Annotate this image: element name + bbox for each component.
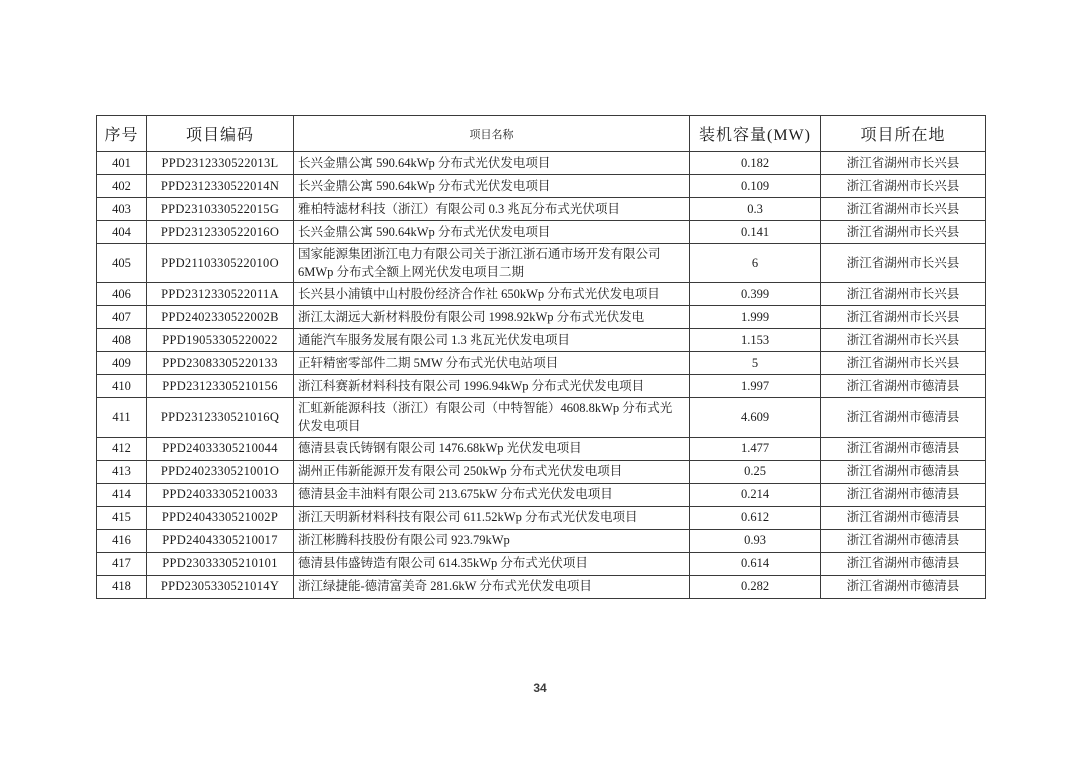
cell-location: 浙江省湖州市德清县: [821, 506, 986, 529]
cell-capacity-mw: 0.93: [690, 529, 821, 552]
cell-project-name: 德清县金丰油料有限公司 213.675kW 分布式光伏发电项目: [294, 483, 690, 506]
cell-capacity-mw: 4.609: [690, 398, 821, 437]
cell-location: 浙江省湖州市长兴县: [821, 244, 986, 283]
table-row: [97, 529, 986, 552]
cell-serial: 418: [97, 575, 147, 598]
cell-project-name: 长兴金鼎公寓 590.64kWp 分布式光伏发电项目: [294, 221, 690, 244]
cell-serial: 412: [97, 437, 147, 460]
cell-location: 浙江省湖州市长兴县: [821, 152, 986, 175]
cell-project-name: 浙江彬腾科技股份有限公司 923.79kWp: [294, 529, 690, 552]
cell-project-name: 浙江天明新材料科技有限公司 611.52kWp 分布式光伏发电项目: [294, 506, 690, 529]
cell-serial: 417: [97, 552, 147, 575]
cell-capacity-mw: 0.612: [690, 506, 821, 529]
cell-location: 浙江省湖州市长兴县: [821, 329, 986, 352]
cell-project-code: PPD2310330522015G: [147, 198, 294, 221]
header-code: 项目编码: [147, 116, 294, 152]
table-row: [97, 575, 986, 598]
cell-project-code: PPD2402330522002B: [147, 306, 294, 329]
page-number: 34: [533, 681, 547, 695]
cell-capacity-mw: 0.141: [690, 221, 821, 244]
pv-project-table: [96, 115, 986, 599]
cell-project-code: PPD2404330521002P: [147, 506, 294, 529]
cell-location: 浙江省湖州市长兴县: [821, 352, 986, 375]
table-row: [97, 244, 986, 283]
cell-location: 浙江省湖州市长兴县: [821, 283, 986, 306]
cell-project-name: 浙江科赛新材料科技有限公司 1996.94kWp 分布式光伏发电项目: [294, 375, 690, 398]
cell-project-code: PPD2402330521001O: [147, 460, 294, 483]
cell-project-code: PPD2312330522016O: [147, 221, 294, 244]
cell-capacity-mw: 1.997: [690, 375, 821, 398]
cell-project-code: PPD23033305210101: [147, 552, 294, 575]
table-row: [97, 152, 986, 175]
cell-serial: 401: [97, 152, 147, 175]
cell-capacity-mw: 0.182: [690, 152, 821, 175]
table-row: [97, 506, 986, 529]
cell-serial: 402: [97, 175, 147, 198]
table-row: [97, 398, 986, 437]
cell-serial: 410: [97, 375, 147, 398]
cell-project-name: 汇虹新能源科技（浙江）有限公司（中特智能）4608.8kWp 分布式光伏发电项目: [294, 398, 690, 437]
cell-serial: 407: [97, 306, 147, 329]
cell-serial: 404: [97, 221, 147, 244]
header-location: 项目所在地: [821, 116, 986, 152]
cell-location: 浙江省湖州市长兴县: [821, 221, 986, 244]
cell-project-code: PPD2305330521014Y: [147, 575, 294, 598]
cell-capacity-mw: 0.399: [690, 283, 821, 306]
cell-project-name: 国家能源集团浙江电力有限公司关于浙江浙石通市场开发有限公司6MWp 分布式全额上网光伏发电项目二期: [294, 244, 690, 283]
cell-project-code: PPD2312330522011A: [147, 283, 294, 306]
cell-project-name: 浙江绿捷能-德清富美奇 281.6kW 分布式光伏发电项目: [294, 575, 690, 598]
cell-location: 浙江省湖州市长兴县: [821, 198, 986, 221]
cell-project-name: 德清县袁氏铸钢有限公司 1476.68kWp 光伏发电项目: [294, 437, 690, 460]
cell-capacity-mw: 0.614: [690, 552, 821, 575]
cell-capacity-mw: 6: [690, 244, 821, 283]
cell-location: 浙江省湖州市德清县: [821, 575, 986, 598]
cell-location: 浙江省湖州市德清县: [821, 460, 986, 483]
cell-capacity-mw: 5: [690, 352, 821, 375]
cell-location: 浙江省湖州市德清县: [821, 529, 986, 552]
table-row: [97, 221, 986, 244]
cell-project-code: PPD2312330522013L: [147, 152, 294, 175]
cell-capacity-mw: 1.477: [690, 437, 821, 460]
cell-project-code: PPD24043305210017: [147, 529, 294, 552]
cell-project-name: 长兴金鼎公寓 590.64kWp 分布式光伏发电项目: [294, 175, 690, 198]
cell-project-code: PPD23083305220133: [147, 352, 294, 375]
table-row: [97, 283, 986, 306]
cell-capacity-mw: 1.999: [690, 306, 821, 329]
cell-location: 浙江省湖州市长兴县: [821, 306, 986, 329]
cell-project-name: 长兴县小浦镇中山村股份经济合作社 650kWp 分布式光伏发电项目: [294, 283, 690, 306]
cell-project-code: PPD2110330522010O: [147, 244, 294, 283]
cell-project-code: PPD24033305210033: [147, 483, 294, 506]
cell-location: 浙江省湖州市德清县: [821, 437, 986, 460]
cell-project-code: PPD2312330521016Q: [147, 398, 294, 437]
header-capacity: 装机容量(MW): [690, 116, 821, 152]
cell-location: 浙江省湖州市德清县: [821, 375, 986, 398]
cell-location: 浙江省湖州市德清县: [821, 398, 986, 437]
table-row: [97, 306, 986, 329]
cell-project-name: 雅柏特滤材科技（浙江）有限公司 0.3 兆瓦分布式光伏项目: [294, 198, 690, 221]
cell-capacity-mw: 0.282: [690, 575, 821, 598]
cell-serial: 415: [97, 506, 147, 529]
table-row: [97, 352, 986, 375]
cell-capacity-mw: 1.153: [690, 329, 821, 352]
table-row: [97, 175, 986, 198]
table-row: [97, 460, 986, 483]
cell-project-code: PPD24033305210044: [147, 437, 294, 460]
cell-project-name: 浙江太湖远大新材料股份有限公司 1998.92kWp 分布式光伏发电: [294, 306, 690, 329]
cell-project-name: 长兴金鼎公寓 590.64kWp 分布式光伏发电项目: [294, 152, 690, 175]
cell-capacity-mw: 0.3: [690, 198, 821, 221]
cell-serial: 414: [97, 483, 147, 506]
table-header-row: [97, 116, 986, 152]
cell-project-name: 湖州正伟新能源开发有限公司 250kWp 分布式光伏发电项目: [294, 460, 690, 483]
table-row: [97, 483, 986, 506]
cell-serial: 409: [97, 352, 147, 375]
cell-location: 浙江省湖州市德清县: [821, 552, 986, 575]
cell-serial: 405: [97, 244, 147, 283]
table-row: [97, 437, 986, 460]
header-serial: 序号: [97, 116, 147, 152]
cell-capacity-mw: 0.214: [690, 483, 821, 506]
cell-serial: 408: [97, 329, 147, 352]
cell-serial: 413: [97, 460, 147, 483]
cell-project-name: 德清县伟盛铸造有限公司 614.35kWp 分布式光伏项目: [294, 552, 690, 575]
header-name: 项目名称: [294, 116, 690, 152]
cell-serial: 403: [97, 198, 147, 221]
table-row: [97, 375, 986, 398]
cell-project-name: 正轩精密零部件二期 5MW 分布式光伏电站项目: [294, 352, 690, 375]
cell-capacity-mw: 0.109: [690, 175, 821, 198]
cell-project-name: 通能汽车服务发展有限公司 1.3 兆瓦光伏发电项目: [294, 329, 690, 352]
cell-serial: 416: [97, 529, 147, 552]
cell-capacity-mw: 0.25: [690, 460, 821, 483]
cell-location: 浙江省湖州市长兴县: [821, 175, 986, 198]
table-row: [97, 552, 986, 575]
cell-project-code: PPD23123305210156: [147, 375, 294, 398]
cell-location: 浙江省湖州市德清县: [821, 483, 986, 506]
cell-serial: 411: [97, 398, 147, 437]
table-row: [97, 198, 986, 221]
cell-project-code: PPD2312330522014N: [147, 175, 294, 198]
cell-project-code: PPD19053305220022: [147, 329, 294, 352]
table-row: [97, 329, 986, 352]
cell-serial: 406: [97, 283, 147, 306]
